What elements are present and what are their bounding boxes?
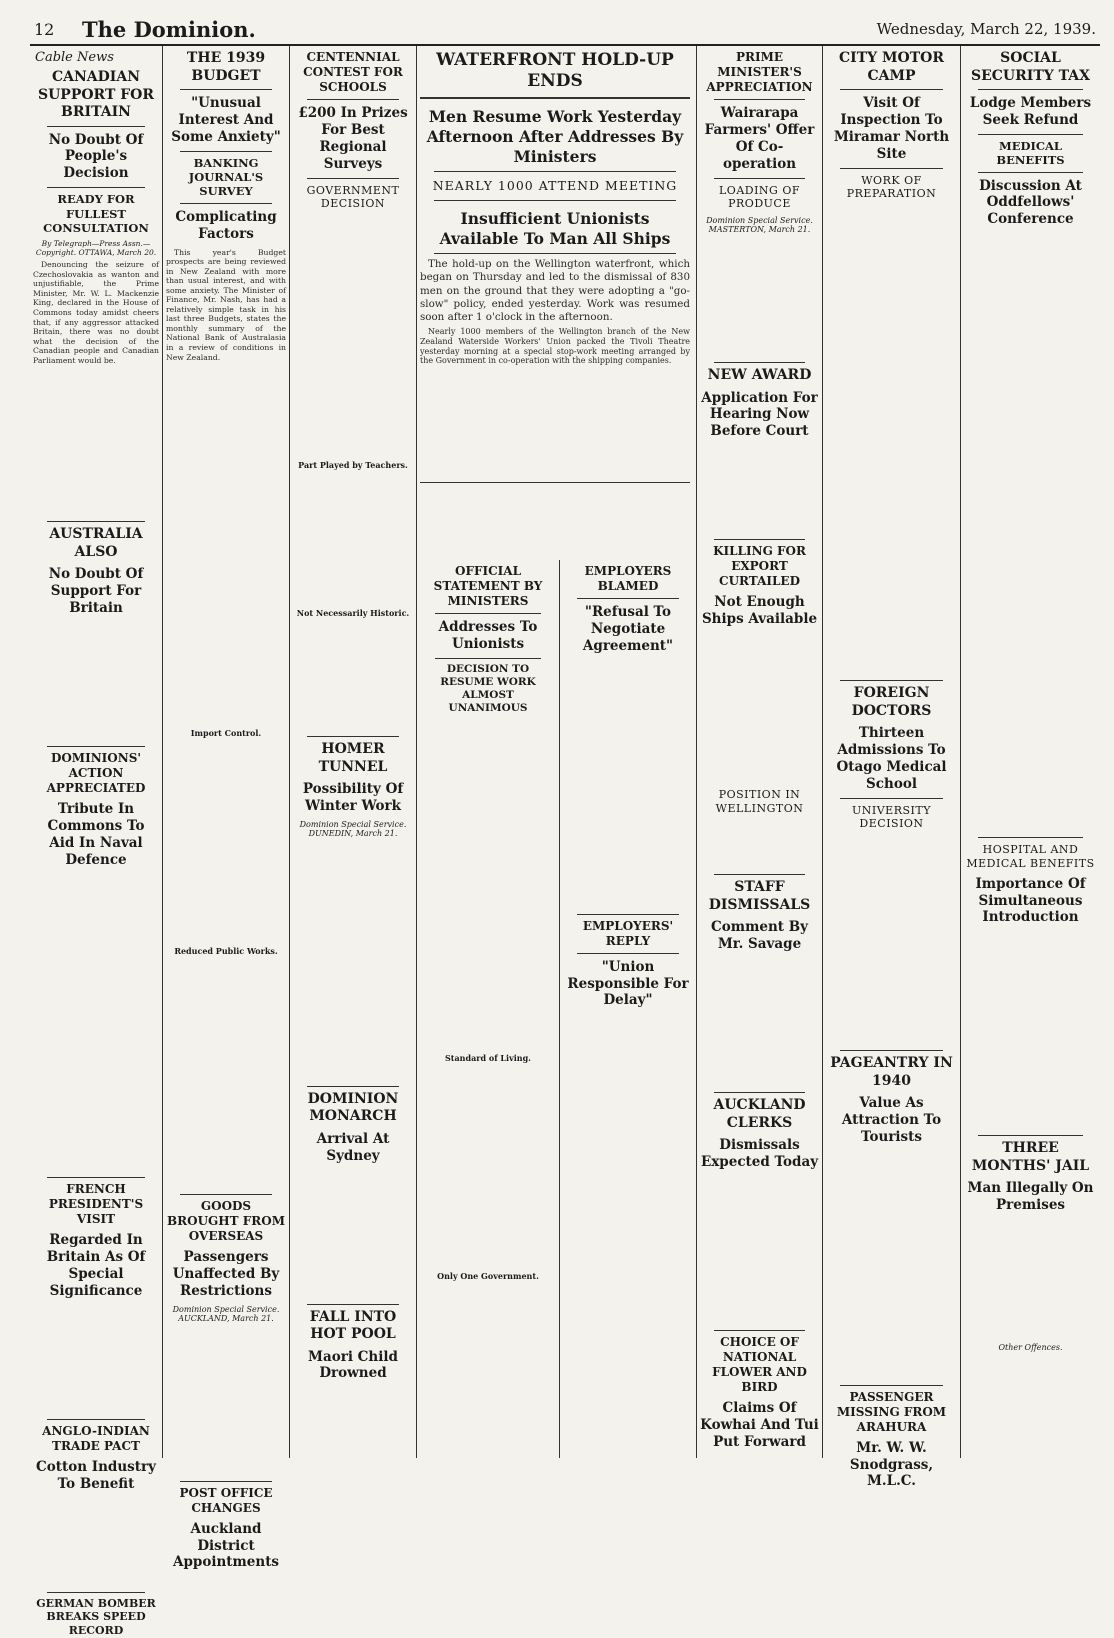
- headline-post-office: POST OFFICE CHANGES: [179, 1485, 273, 1515]
- subhead: MEDICAL BENEFITS: [996, 138, 1065, 168]
- divider: [978, 1135, 1083, 1136]
- divider: [47, 187, 145, 188]
- subhead: Passengers Unaffected By Restrictions: [172, 1249, 280, 1299]
- text-block: [166, 364, 286, 724]
- headline-dominions-action: DOMINIONS' ACTION APPRECIATED: [46, 750, 146, 795]
- subhead: NEARLY 1000 ATTEND MEETING: [432, 177, 678, 193]
- subhead: Cotton Industry To Benefit: [36, 1458, 156, 1492]
- text-block: [293, 216, 413, 456]
- headline-employers-blamed: EMPLOYERS BLAMED: [584, 564, 672, 593]
- dateline: Dominion Special Service. MASTERTON, March 21.: [706, 216, 813, 234]
- divider: [714, 178, 805, 179]
- text-block: [293, 622, 413, 732]
- subhead: Claims Of Kowhai And Tui Put Forward: [700, 1399, 819, 1450]
- text-block: [826, 206, 957, 676]
- subhead: LOADING OF PRODUCE: [719, 183, 800, 211]
- text-block: [293, 1170, 413, 1300]
- divider: [420, 482, 690, 483]
- subhead: Comment By Mr. Savage: [711, 919, 808, 953]
- text-block: [700, 633, 819, 783]
- dateline: Dominion Special Service. AUCKLAND, March 21.: [172, 1304, 280, 1323]
- section-kicker: Cable News: [35, 50, 114, 65]
- subhead: Arrival At Sydney: [316, 1130, 390, 1164]
- divider: [577, 953, 679, 954]
- divider: [434, 171, 676, 172]
- crosshead: Not Necessarily Historic.: [296, 608, 410, 618]
- subhead: HOSPITAL AND MEDICAL BENEFITS: [966, 843, 1095, 870]
- text-block: [563, 660, 693, 910]
- divider: [714, 99, 805, 100]
- divider: [840, 89, 943, 90]
- subhead: Dismissals Expected Today: [700, 1137, 819, 1170]
- text-block: [293, 842, 413, 1082]
- headline-centennial-contest: CENTENNIAL CONTEST FOR SCHOOLS: [303, 50, 403, 94]
- headline-staff-dismissals: STAFF DISMISSALS: [708, 879, 811, 913]
- text-block: [166, 1327, 286, 1477]
- divider: [180, 1194, 272, 1195]
- divider: [47, 1419, 145, 1420]
- subhead: Visit Of Inspection To Miramar North Site: [833, 95, 950, 162]
- subhead: GOVERNMENT DECISION: [306, 183, 400, 211]
- divider: [435, 658, 541, 659]
- divider: [47, 126, 145, 127]
- subhead: Lodge Members Seek Refund: [969, 95, 1092, 128]
- newspaper-name: The Dominion.: [82, 17, 256, 42]
- subhead: Possibility Of Winter Work: [302, 781, 404, 814]
- subhead: READY FOR FULLEST CONSULTATION: [43, 192, 149, 235]
- subhead: Not Enough Ships Available: [701, 594, 818, 627]
- divider: [420, 97, 690, 99]
- subhead: BANKING JOURNAL'S SURVEY: [188, 155, 264, 199]
- divider: [180, 203, 272, 204]
- divider: [840, 798, 943, 799]
- subhead: Value As Attraction To Tourists: [841, 1095, 942, 1145]
- subhead: WORK OF PREPARATION: [846, 173, 937, 201]
- subhead: Thirteen Admissions To Otago Medical School: [836, 725, 947, 792]
- subhead: "Union Responsible For Delay": [567, 958, 689, 1009]
- divider: [307, 178, 399, 179]
- headline-social-security-tax: SOCIAL SECURITY TAX: [971, 50, 1090, 84]
- divider: [978, 837, 1083, 838]
- divider: [307, 1086, 399, 1087]
- issue-date: Wednesday, March 22, 1939.: [876, 20, 1096, 38]
- subhead: No Doubt Of People's Decision: [48, 131, 144, 182]
- text-block: [964, 931, 1097, 1131]
- text-block: [700, 1176, 819, 1326]
- text-block: [421, 1067, 555, 1267]
- headline-auckland-clerks: AUCKLAND CLERKS: [713, 1097, 806, 1131]
- crosshead: Only One Government.: [437, 1271, 539, 1282]
- crosshead: Standard of Living.: [445, 1053, 531, 1064]
- column-centennial: [290, 46, 416, 1458]
- column-employers: [560, 560, 696, 1410]
- divider: [714, 874, 805, 875]
- headline-foreign-doctors: FOREIGN DOCTORS: [851, 685, 932, 719]
- text-block: [33, 873, 159, 1173]
- text-block: [33, 1498, 159, 1588]
- headline-hot-pool: FALL INTO HOT POOL: [309, 1308, 397, 1342]
- text-block: [420, 368, 690, 478]
- byline: By Telegraph—Press Assn.—Copyright. OTTAWA, March 20.: [35, 239, 157, 258]
- crosshead: Other Offences.: [998, 1343, 1063, 1352]
- subhead: Insufficient Unionists Available To Man All Ships: [439, 208, 671, 248]
- divider: [978, 89, 1083, 90]
- headline-employers-reply: EMPLOYERS' REPLY: [582, 918, 674, 948]
- divider: [180, 151, 272, 152]
- headline-goods-overseas: GOODS BROUGHT FROM OVERSEAS: [167, 1199, 285, 1244]
- divider: [978, 134, 1083, 135]
- centre-story-top: [420, 46, 690, 487]
- text-block: [964, 233, 1097, 833]
- subhead: "Unusual Interest And Some Anxiety": [171, 95, 281, 145]
- text-block: [826, 836, 957, 1046]
- divider: [47, 1592, 145, 1593]
- divider: [307, 99, 399, 100]
- subhead: Addresses To Unionists: [438, 619, 538, 652]
- headline-national-flower: CHOICE OF NATIONAL FLOWER AND BIRD: [712, 1334, 807, 1394]
- subhead: Maori Child Drowned: [308, 1348, 398, 1382]
- page-number: 12: [34, 20, 55, 39]
- headline-waterfront: WATERFRONT HOLD-UP ENDS: [436, 50, 674, 92]
- column-budget: [163, 46, 289, 1571]
- column-social-security: [961, 46, 1100, 1458]
- text-block: [33, 1305, 159, 1415]
- divider: [577, 598, 679, 599]
- divider: [307, 1304, 399, 1305]
- divider: [307, 736, 399, 737]
- crosshead: Import Control.: [190, 728, 262, 739]
- subhead: Application For Hearing Now Before Court: [701, 389, 818, 440]
- headline-homer-tunnel: HOMER TUNNEL: [318, 741, 388, 775]
- headline-french-president: FRENCH PRESIDENT'S VISIT: [48, 1182, 144, 1227]
- subhead: Auckland District Appointments: [172, 1520, 280, 1571]
- text-block: [826, 1151, 957, 1381]
- headline-new-award: NEW AWARD: [707, 367, 812, 383]
- text-block: [33, 367, 159, 517]
- column-motor-camp: [823, 46, 960, 1490]
- divider: [714, 1330, 805, 1331]
- text-block: [33, 622, 159, 742]
- article-text: Denouncing the seizure of Czechoslovakia as wanton and unjustifiable, the Prime Minister, Mr. W. L. Mackenzie King, declared in the House of Commons today amidst cheers that, if any aggressor attacked Britain, there was no doubt what the decision of the Canadian people and Canadian Parliament would be.: [33, 260, 159, 365]
- headline-city-motor-camp: CITY MOTOR CAMP: [839, 50, 944, 84]
- headline-australia-also: AUSTRALIA ALSO: [49, 526, 143, 560]
- subhead: No Doubt Of Support For Britain: [48, 566, 144, 617]
- subhead: POSITION IN WELLINGTON: [715, 787, 804, 815]
- divider: [47, 1177, 145, 1178]
- subhead: "Refusal To Negotiate Agreement": [582, 604, 674, 654]
- divider: [714, 539, 805, 540]
- divider: [840, 1385, 943, 1386]
- masthead: [30, 14, 1100, 46]
- divider: [434, 200, 676, 201]
- divider: [840, 680, 943, 681]
- headline-pm-appreciation: PRIME MINISTER'S APPRECIATION: [706, 50, 813, 94]
- text-block: [293, 474, 413, 604]
- subhead: Man Illegally On Premises: [967, 1180, 1094, 1214]
- subhead: Tribute In Commons To Aid In Naval Defence: [47, 800, 145, 868]
- divider: [435, 613, 541, 614]
- divider: [180, 89, 272, 90]
- headline-budget: THE 1939 BUDGET: [186, 50, 266, 84]
- lead-paragraph: The hold-up on the Wellington waterfront, which began on Thursday and led to the dismissal of 830 men on the ground that they were adopting a "go-slow" policy, ended yesterday. Work was resumed soon after 1 o'clock in the afternoon.: [420, 257, 690, 324]
- headline-killing-export: KILLING FOR EXPORT CURTAILED: [713, 544, 806, 589]
- headline-pageantry: PAGEANTRY IN 1940: [830, 1055, 953, 1089]
- headline-anglo-indian: ANGLO-INDIAN TRADE PACT: [42, 1423, 150, 1453]
- divider: [47, 746, 145, 747]
- text-block: [700, 958, 819, 1088]
- text-block: [166, 742, 286, 942]
- divider: [714, 1092, 805, 1093]
- text-block: [166, 960, 286, 1190]
- text-block: [421, 719, 555, 1049]
- subhead: £200 In Prizes For Best Regional Surveys: [298, 105, 408, 172]
- divider: [714, 362, 805, 363]
- subhead: Regarded In Britain As Of Special Significance: [46, 1232, 146, 1300]
- headline-dominion-monarch: DOMINION MONARCH: [307, 1090, 399, 1125]
- text-block: [700, 238, 819, 358]
- divider: [840, 1050, 943, 1051]
- divider: [577, 914, 679, 915]
- headline-three-months-jail: THREE MONTHS' JAIL: [971, 1140, 1090, 1174]
- headline-passenger-missing: PASSENGER MISSING FROM ARAHURA: [836, 1389, 947, 1434]
- headline-german-bomber: GERMAN BOMBER BREAKS SPEED RECORD: [36, 1596, 156, 1638]
- subhead: Importance Of Simultaneous Introduction: [975, 875, 1086, 926]
- article-text: Nearly 1000 members of the Wellington branch of the New Zealand Waterside Workers' Union packed the Tivoli Theatre yesterday morning at a special stop-work meeting arranged by the Government in co-operation with the shipping companies.: [420, 326, 690, 366]
- subhead: Discussion At Oddfellows' Conference: [979, 177, 1082, 228]
- text-block: [700, 820, 819, 870]
- subhead: UNIVERSITY DECISION: [852, 803, 931, 831]
- crosshead: Part Played by Teachers.: [298, 460, 408, 470]
- divider: [434, 253, 676, 254]
- dateline: Dominion Special Service. DUNEDIN, March 21.: [299, 819, 407, 838]
- crosshead: Reduced Public Works.: [174, 946, 278, 957]
- subhead: Men Resume Work Yesterday Afternoon After Addresses By Ministers: [426, 106, 684, 166]
- text-block: [964, 1219, 1097, 1339]
- subhead: Mr. W. W. Snodgrass, M.L.C.: [849, 1439, 934, 1490]
- column-cable-news: [30, 46, 162, 1638]
- text-block: [700, 445, 819, 535]
- divider: [47, 521, 145, 522]
- subhead: DECISION TO RESUME WORK ALMOST UNANIMOUS: [440, 662, 536, 715]
- divider: [180, 1481, 272, 1482]
- column-prime-minister: [697, 46, 822, 1458]
- article-text: This year's Budget prospects are being reviewed in New Zealand with more than usual interest, and with some anxiety. The Minister of Finance, Mr. Nash, has had a relatively simple task in his last three Budgets, states the monthly summary of the National Bank of Australasia in a review of conditions in New Zealand.: [166, 247, 286, 362]
- divider: [840, 168, 943, 169]
- headline-official-statement: OFFICIAL STATEMENT BY MINISTERS: [433, 564, 543, 608]
- headline-canadian-support: CANADIAN SUPPORT FOR BRITAIN: [37, 69, 155, 120]
- column-official-statement: [418, 560, 558, 1410]
- subhead: Wairarapa Farmers' Offer Of Co-operation: [704, 105, 815, 172]
- divider: [978, 172, 1083, 173]
- subhead: Complicating Factors: [175, 208, 277, 242]
